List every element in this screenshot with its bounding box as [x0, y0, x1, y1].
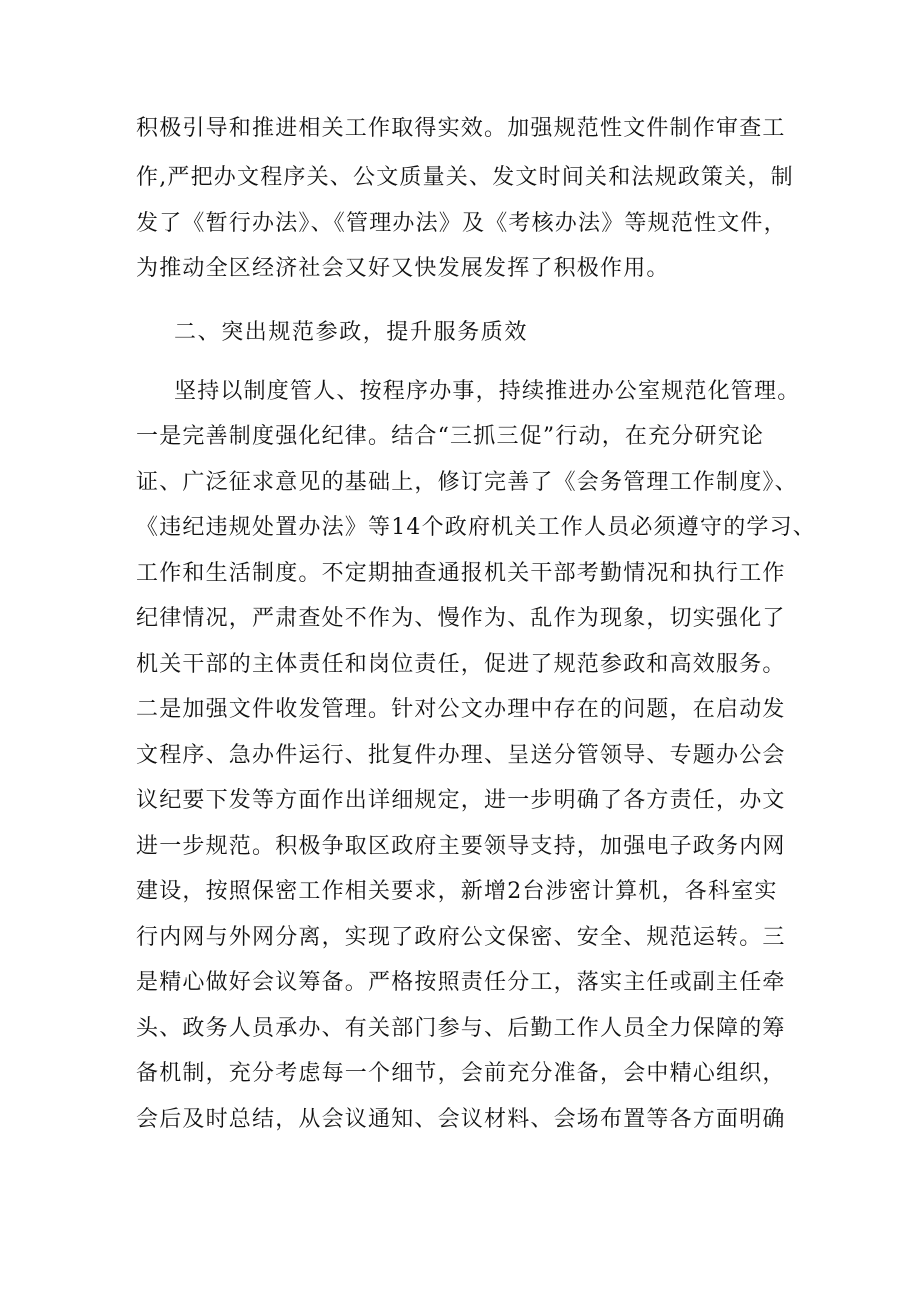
paragraph-line: 证、广泛征求意见的基础上，修订完善了《会务管理工作制度》、	[136, 470, 798, 495]
paragraph-line: 头、政务人员承办、有关部门参与、后勤工作人员全力保障的筹	[136, 1016, 786, 1041]
paragraph-line: 二是加强文件收发管理。针对公文办理中存在的问题，在启动发	[136, 697, 786, 722]
paragraph-line: 《违纪违规处置办法》等14个政府机关工作人员必须遵守的学习、	[136, 515, 816, 540]
section-heading: 二、突出规范参政，提升服务质效	[174, 320, 529, 345]
paragraph-line: 建设，按照保密工作相关要求，新增2台涉密计算机，各科室实	[136, 879, 778, 904]
paragraph-line: 工作和生活制度。不定期抽查通报机关干部考勤情况和执行工作	[136, 561, 786, 586]
paragraph-line: 一是完善制度强化纪律。结合“三抓三促”行动，在充分研究论	[136, 424, 765, 449]
paragraph-line: 纪律情况，严肃查处不作为、慢作为、乱作为现象，切实强化了	[136, 606, 786, 631]
paragraph-line: 议纪要下发等方面作出详细规定，进一步明确了各方责任，办文	[136, 788, 786, 813]
paragraph-line: 发了《暂行办法》、《管理办法》及《考核办法》等规范性文件，	[136, 211, 787, 236]
paragraph-line: 备机制，充分考虑每一个细节，会前充分准备，会中精心组织，	[136, 1061, 786, 1086]
paragraph-line: 积极引导和推进相关工作取得实效。加强规范性文件制作审查工	[136, 116, 786, 141]
paragraph-line: 行内网与外网分离，实现了政府公文保密、安全、规范运转。三	[136, 925, 786, 950]
paragraph-line: 为推动全区经济社会又好又快发展发挥了积极作用。	[136, 256, 670, 281]
paragraph-line: 机关干部的主体责任和岗位责任，促进了规范参政和高效服务。	[136, 652, 786, 677]
paragraph-line: 坚持以制度管人、按程序办事，持续推进办公室规范化管理。	[174, 379, 801, 404]
paragraph-line: 是精心做好会议筹备。严格按照责任分工，落实主任或副主任牵	[136, 970, 786, 995]
paragraph-line: 作,严把办文程序关、公文质量关、发文时间关和法规政策关，制	[136, 165, 794, 190]
paragraph-line: 会后及时总结，从会议通知、会议材料、会场布置等各方面明确	[136, 1107, 786, 1132]
paragraph-line: 进一步规范。积极争取区政府主要领导支持，加强电子政务内网	[136, 834, 786, 859]
paragraph-line: 文程序、急办件运行、批复件办理、呈送分管领导、专题办公会	[136, 743, 786, 768]
